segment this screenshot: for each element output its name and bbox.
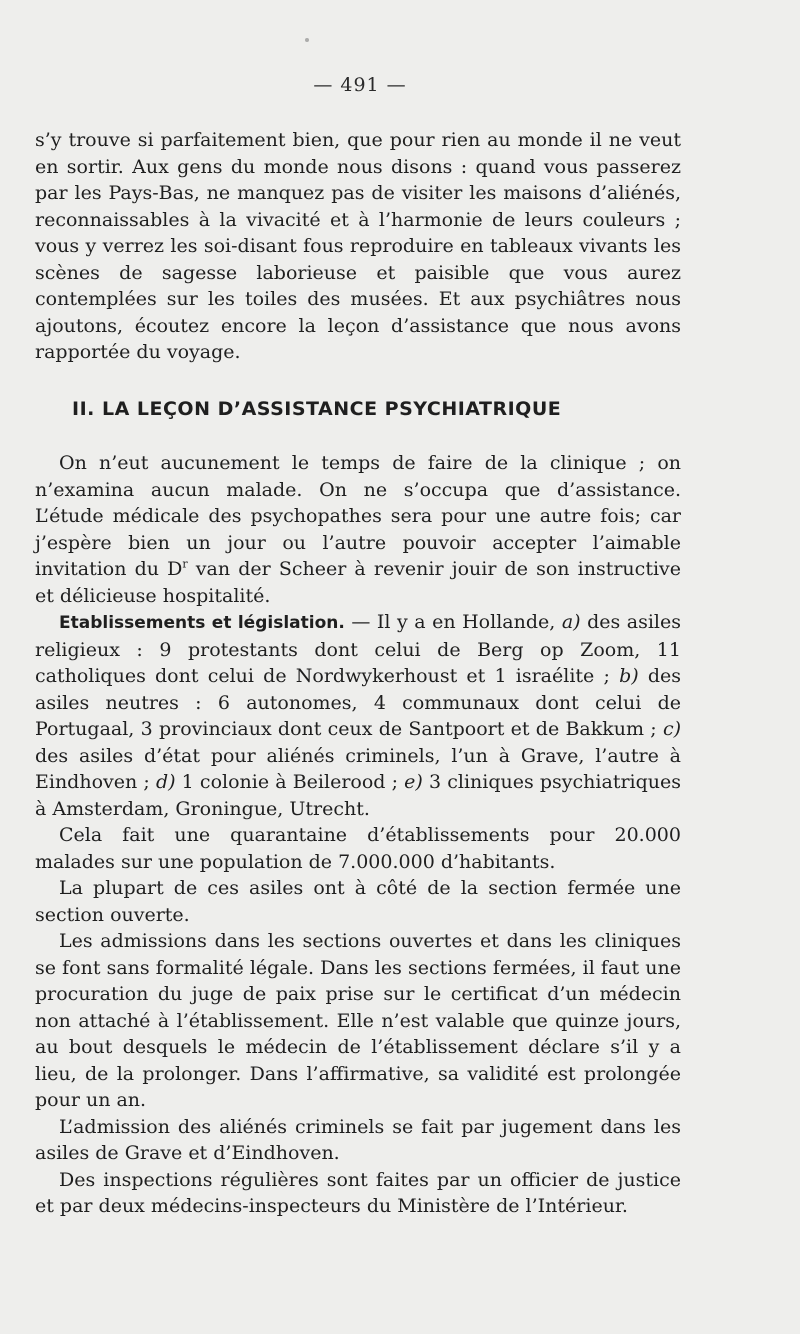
list-letter-d: d) (155, 771, 176, 793)
paragraph-criminal-admissions: L’admission des aliénés criminels se fait par jugement dans les asiles de Grave et d’Eindhoven. (35, 1115, 681, 1164)
list-letter-e: e) (404, 771, 423, 793)
establishments-text-6: 3 cliniques psychiatriques à Amsterdam, Groningue, Utrecht. (35, 771, 682, 820)
establishments-text-3: des asiles neutres : 6 autonomes, 4 communaux dont celui de Portugaal, 3 provinciaux dont ceux de Santpoort et de Bakkum ; (35, 665, 681, 740)
page-number: — 491 — (313, 74, 407, 96)
list-letter-a: a) (561, 611, 581, 633)
paragraph-inspections: Des inspections régulières sont faites par un officier de justice et par deux médecins-inspecteurs du Ministère de l’Intérieur. (35, 1168, 681, 1217)
list-letter-c: c) (662, 718, 681, 740)
list-letter-b: b) (619, 665, 639, 687)
section-title: II. LA LEÇON D’ASSISTANCE PSYCHIATRIQUE (72, 398, 562, 420)
paragraph-clinic-part-2: van der Scheer à revenir jouir de son instructive et délicieuse hospitalité. (35, 558, 682, 607)
paragraph-sections: La plupart de ces asiles ont à côté de la section fermée une section ouverte. (35, 877, 681, 926)
establishments-text-5: 1 colonie à Beilerood ; (175, 771, 405, 793)
intro-text: s’y trouve si parfaitement bien, que pour rien au monde il ne veut en sortir. Aux gens du monde nous disons : quand vous passerez par les Pays-Bas, ne manquez pas de visiter les maisons d’aliénés, reconnaissables à la vivacité et à l’harmonie de leurs couleurs ; vous y verrez les soi-disant fous reproduire en tableaux vivants les scènes de sagesse laborieuse et paisible que vous aurez contemplées sur les toiles des musées. Et aux psychiâtres nous ajoutons, écoutez encore la leçon d’assistance que nous avons rapportée du voyage. (35, 129, 681, 363)
paragraph-establishments (35, 609, 681, 822)
section-body (35, 450, 681, 1220)
intro-paragraph (35, 127, 681, 366)
page-speck (305, 38, 309, 42)
paragraph-clinic (35, 450, 681, 609)
establishments-text-1: — Il y a en Hollande, (344, 611, 562, 633)
doctor-superscript: r (182, 557, 188, 571)
establishments-text-2: des asiles religieux : 9 protestants dont celui de Berg op Zoom, 11 catholiques dont celui de Nordwykerhoust et 1 israélite ; (35, 611, 681, 687)
subheading-establishments: Etablissements et législation. (59, 613, 345, 633)
paragraph-admissions: Les admissions dans les sections ouvertes et dans les cliniques se font sans formalité légale. Dans les sections fermées, il faut une procuration du juge de paix prise sur le certificat d’un médecin non attaché à l’établissement. Elle n’est valable que quinze jours, au bout desquels le médecin de l’établissement déclare s’il y a lieu, de la prolonger. Dans l’affirmative, sa validité est prolongée pour un an. (35, 930, 681, 1111)
paragraph-clinic-part-1: On n’eut aucunement le temps de faire de la clinique ; on n’examina aucun malade. On ne s’occupa que d’assistance. L’étude médicale des psychopathes sera pour une autre fois; car j’espère bien un jour ou l’autre pouvoir accepter l’aimable invitation du D (35, 452, 681, 580)
paragraph-population: Cela fait une quarantaine d’établissements pour 20.000 malades sur une population de 7.000.000 d’habitants. (35, 824, 681, 873)
establishments-text-4: des asiles d’état pour aliénés criminels, l’un à Grave, l’autre à Eindhoven ; (35, 744, 681, 793)
